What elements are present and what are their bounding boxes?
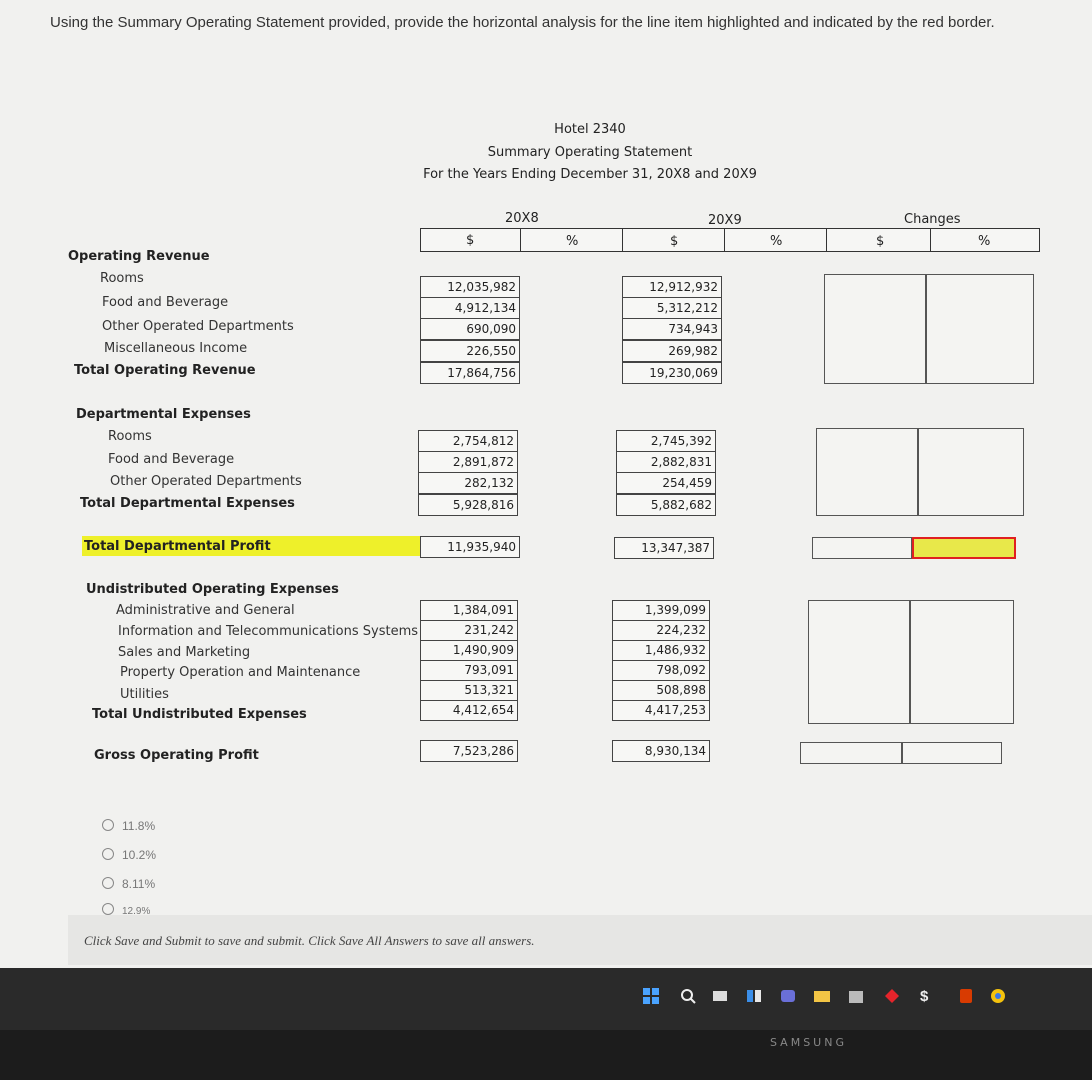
taskbar (0, 968, 1092, 1030)
statement-title: Summary Operating Statement (487, 145, 693, 160)
value-cell: 11,935,940 (420, 536, 520, 558)
year1-header: 20X8 (505, 211, 539, 226)
monitor-brand: SAMSUNG (770, 1036, 847, 1049)
row-label: Rooms (108, 429, 152, 444)
total-departmental-profit-label: Total Departmental Profit (84, 539, 271, 554)
search-icon[interactable] (680, 988, 696, 1004)
answer-option-1[interactable]: 11.8% (102, 819, 155, 833)
changes-percent-cells (910, 600, 1014, 724)
value-cell: 513,321 (420, 680, 518, 701)
value-cell: 690,090 (420, 318, 520, 340)
value-cell: 1,399,099 (612, 600, 710, 621)
store-icon[interactable] (848, 988, 864, 1004)
changes-dollar-cells (808, 600, 910, 724)
value-cell: 2,882,831 (616, 451, 716, 473)
footer-bar (68, 915, 1092, 965)
value-cell: 2,745,392 (616, 430, 716, 452)
value-cell: 4,412,654 (420, 700, 518, 721)
value-cell: 17,864,756 (420, 362, 520, 384)
save-instructions: Click Save and Submit to save and submit. Click Save All Answers to save all answers. (84, 933, 535, 948)
value-cell: 269,982 (622, 340, 722, 362)
taskview-icon[interactable] (712, 988, 728, 1004)
value-cell: 8,930,134 (612, 740, 710, 762)
windows-icon[interactable] (643, 988, 659, 1004)
office-icon[interactable] (958, 988, 974, 1004)
radio-icon (102, 877, 114, 889)
column-header-row (420, 228, 1040, 252)
value-cell: 1,384,091 (420, 600, 518, 621)
teams-icon[interactable] (780, 988, 796, 1004)
value-cell: 5,882,682 (616, 494, 716, 516)
answer-option-4[interactable]: 12.9% (102, 903, 150, 915)
row-label: Miscellaneous Income (104, 341, 248, 356)
row-label: Food and Beverage (108, 452, 235, 467)
row-label: Other Operated Departments (102, 319, 294, 334)
departmental-expenses-heading: Departmental Expenses (76, 407, 251, 422)
value-cell: 4,912,134 (420, 297, 520, 319)
value-cell: 4,417,253 (612, 700, 710, 721)
year1-dollar-header: $ (466, 233, 475, 248)
value-cell: 734,943 (622, 318, 722, 340)
answer-option-3[interactable]: 8.11% (102, 877, 155, 891)
row-label: Other Operated Departments (110, 474, 302, 489)
changes-percent-header: % (978, 234, 991, 249)
row-label: Property Operation and Maintenance (120, 665, 361, 680)
value-cell: 5,928,816 (418, 494, 518, 516)
radio-icon (102, 848, 114, 860)
changes-dollar-cells (824, 274, 926, 384)
diamond-icon[interactable] (884, 988, 900, 1004)
value-cell: 231,242 (420, 620, 518, 641)
chrome-icon[interactable] (990, 988, 1006, 1004)
year2-dollar-header: $ (670, 234, 679, 249)
year1-percent-header: % (566, 234, 579, 249)
changes-percent-cells (918, 428, 1024, 516)
row-label: Rooms (100, 271, 144, 286)
year2-percent-header: % (770, 234, 783, 249)
value-cell: 798,092 (612, 660, 710, 681)
folder-icon[interactable] (814, 988, 830, 1004)
row-label: Administrative and General (116, 603, 295, 618)
value-cell: 5,312,212 (622, 297, 722, 319)
changes-dollar-header: $ (876, 234, 885, 249)
value-cell: 224,232 (612, 620, 710, 641)
operating-revenue-heading: Operating Revenue (68, 249, 210, 264)
total-departmental-expenses-label: Total Departmental Expenses (80, 496, 295, 511)
widgets-icon[interactable] (746, 988, 762, 1004)
changes-percent-cells (926, 274, 1034, 384)
value-cell: 12,035,982 (420, 276, 520, 298)
value-cell: 13,347,387 (614, 537, 714, 559)
row-label: Utilities (120, 687, 169, 702)
radio-icon (102, 903, 114, 915)
value-cell: 12,912,932 (622, 276, 722, 298)
row-label: Food and Beverage (102, 295, 229, 310)
dollar-icon[interactable]: $ (920, 988, 929, 1005)
row-label: Information and Telecommunications Systems (118, 624, 419, 639)
value-cell: 508,898 (612, 680, 710, 701)
row-label: Sales and Marketing (118, 645, 251, 660)
statement-period: For the Years Ending December 31, 20X8 and 20X9 (423, 167, 757, 182)
changes-dollar-cell (812, 537, 912, 559)
gross-operating-profit-label: Gross Operating Profit (94, 748, 259, 763)
year2-header: 20X9 (708, 213, 742, 228)
hotel-name: Hotel 2340 (554, 122, 626, 137)
total-undistributed-label: Total Undistributed Expenses (92, 707, 307, 722)
radio-icon (102, 819, 114, 831)
value-cell: 2,891,872 (418, 451, 518, 473)
value-cell: 282,132 (418, 472, 518, 494)
highlighted-percent-cell[interactable] (912, 537, 1016, 559)
total-operating-revenue-label: Total Operating Revenue (74, 363, 256, 378)
value-cell: 1,490,909 (420, 640, 518, 661)
changes-dollar-cell (800, 742, 902, 764)
value-cell: 1,486,932 (612, 640, 710, 661)
undistributed-heading: Undistributed Operating Expenses (86, 582, 339, 597)
question-text: Using the Summary Operating Statement provided, provide the horizontal analysis for the line item highlighted and indicated by the red border. (50, 14, 995, 31)
value-cell: 226,550 (420, 340, 520, 362)
value-cell: 19,230,069 (622, 362, 722, 384)
value-cell: 2,754,812 (418, 430, 518, 452)
changes-dollar-cells (816, 428, 918, 516)
changes-header: Changes (904, 212, 961, 227)
value-cell: 7,523,286 (420, 740, 518, 762)
answer-option-2[interactable]: 10.2% (102, 848, 156, 862)
changes-percent-cell (902, 742, 1002, 764)
value-cell: 793,091 (420, 660, 518, 681)
value-cell: 254,459 (616, 472, 716, 494)
